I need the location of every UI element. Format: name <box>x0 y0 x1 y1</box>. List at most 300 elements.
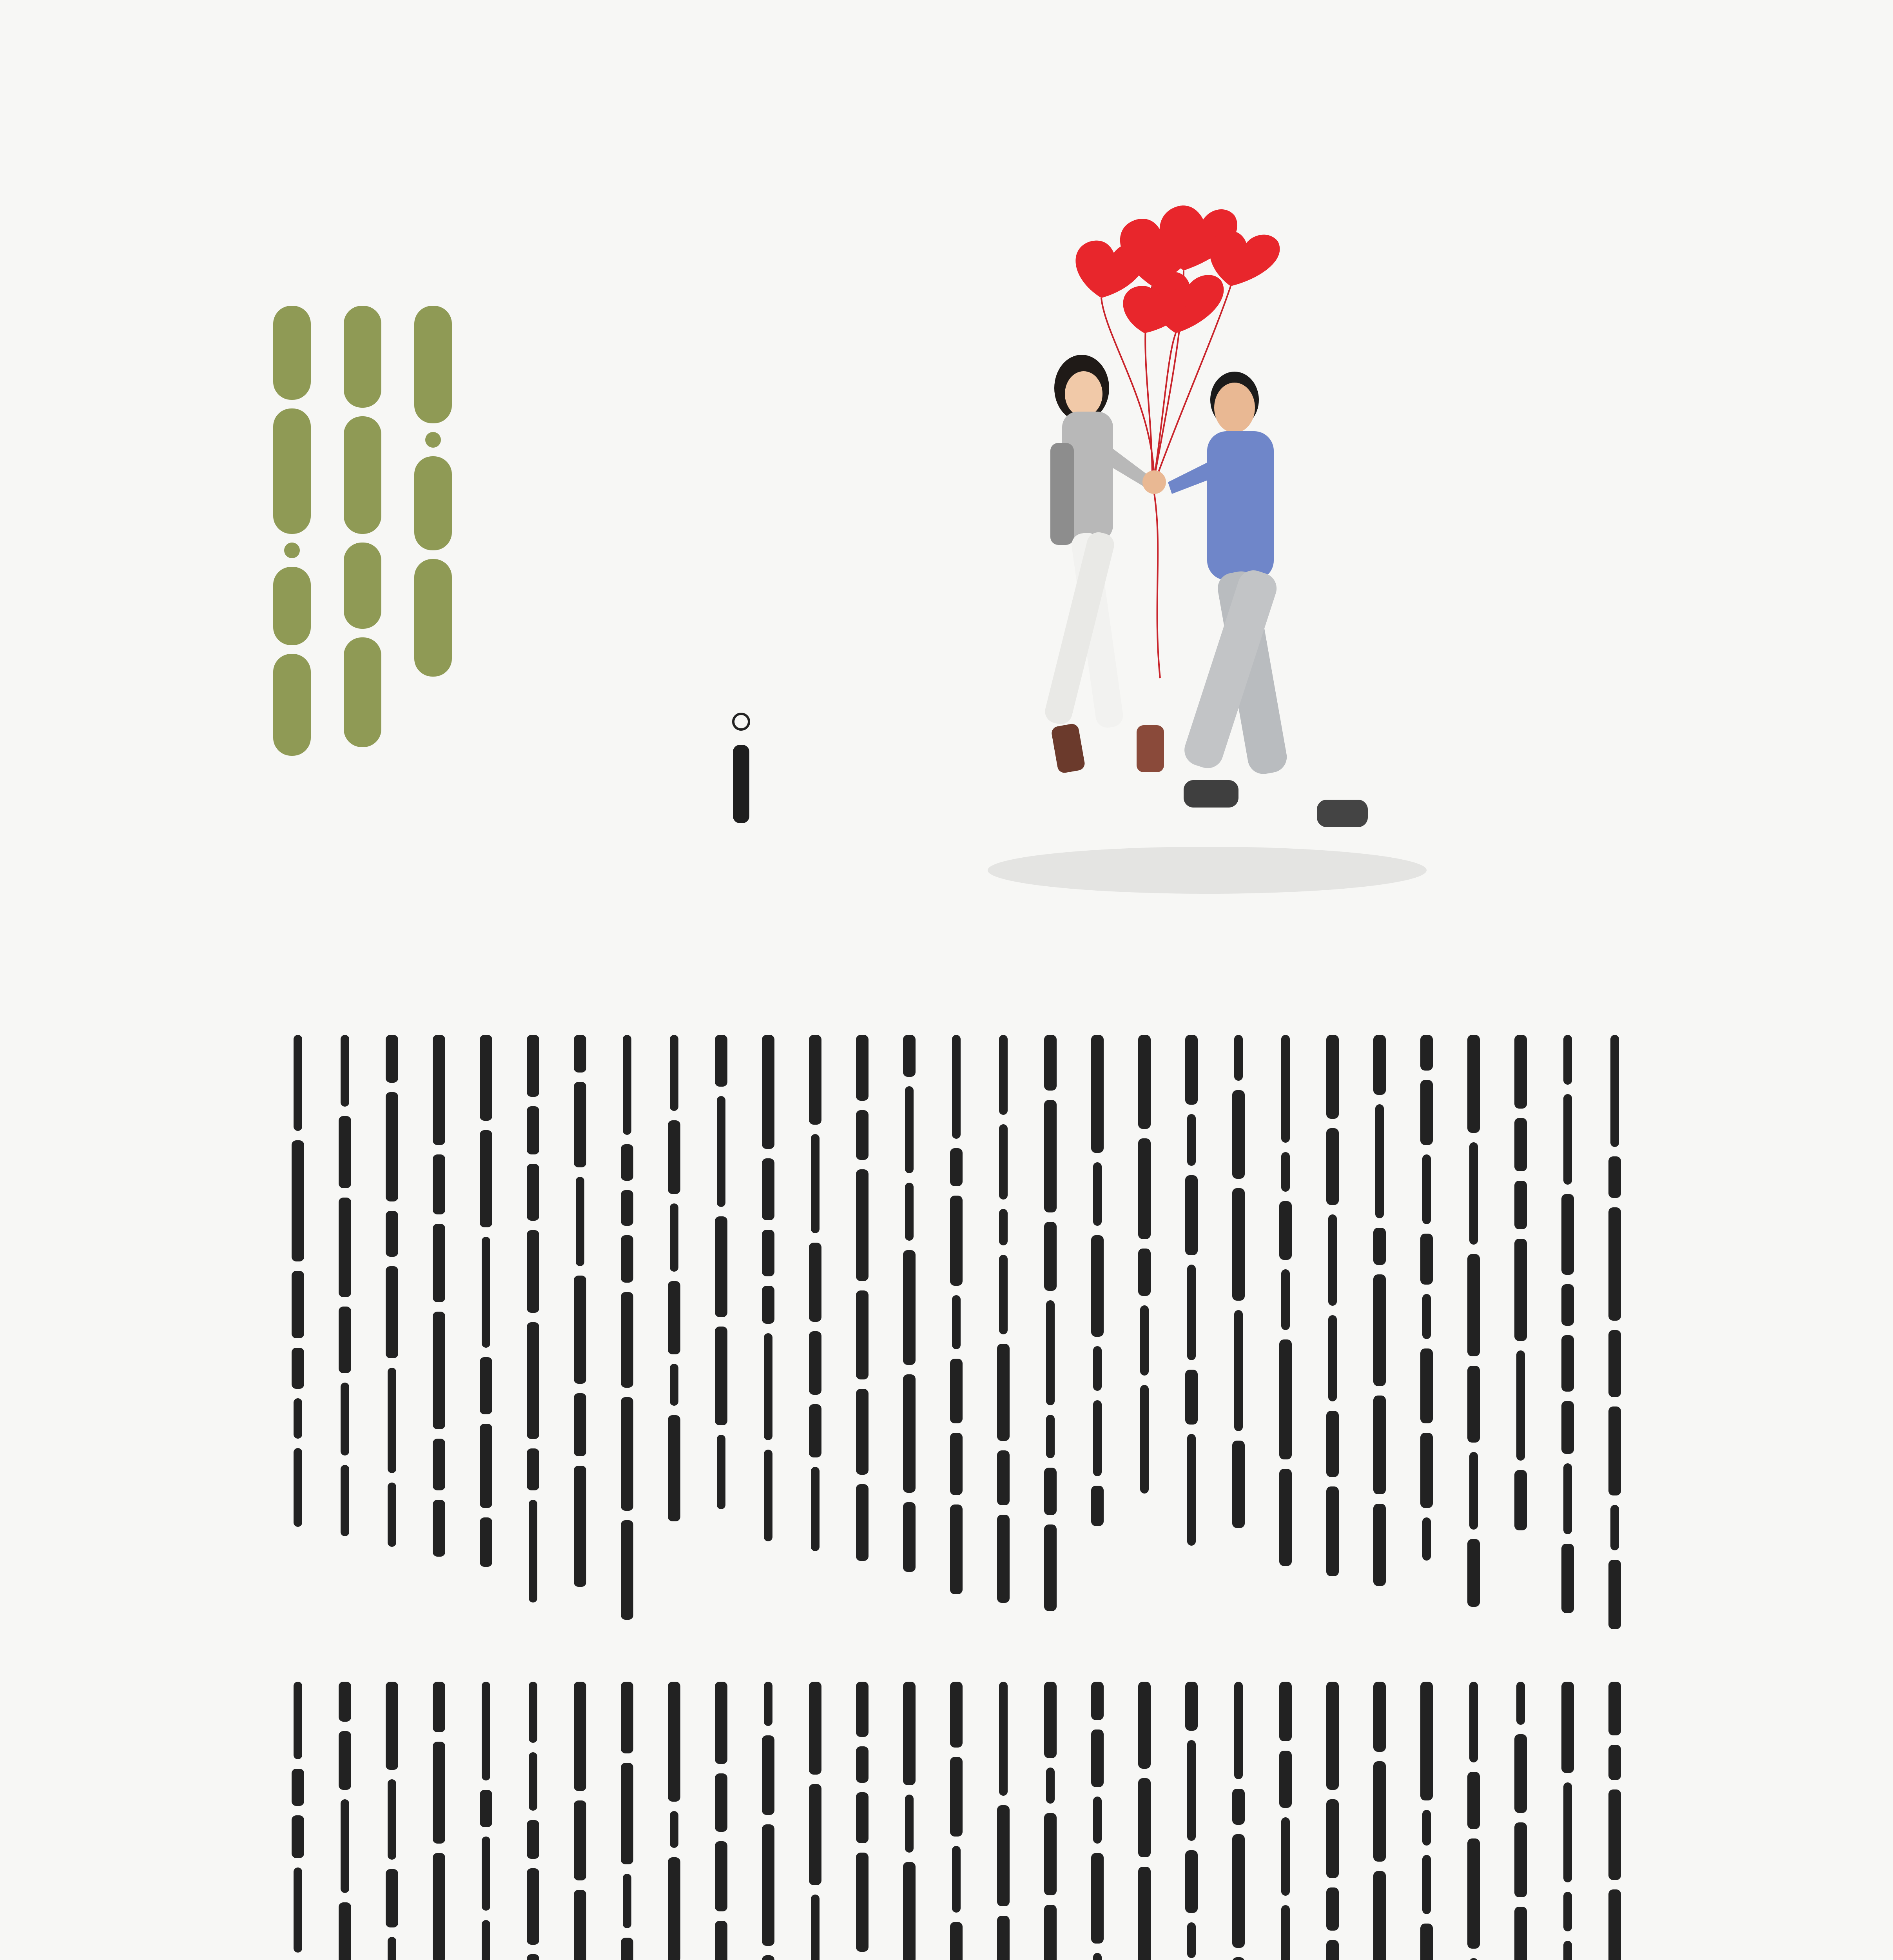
author-bullet-icon <box>732 713 750 731</box>
text-glyph <box>433 1312 445 1429</box>
text-column <box>1513 1035 1529 1607</box>
text-glyph <box>574 1393 586 1456</box>
text-glyph <box>292 1769 304 1806</box>
text-glyph <box>950 1148 963 1186</box>
text-glyph <box>339 1682 351 1722</box>
text-glyph <box>1138 1778 1151 1857</box>
text-column <box>525 1682 541 1960</box>
text-glyph <box>1046 1768 1055 1804</box>
text-column <box>1607 1682 1623 1960</box>
text-glyph <box>1279 1751 1292 1808</box>
text-glyph <box>1138 1682 1151 1769</box>
text-glyph <box>1516 1682 1525 1725</box>
text-glyph <box>950 1433 963 1495</box>
text-glyph <box>1185 1175 1198 1255</box>
text-glyph <box>1608 1745 1621 1780</box>
text-glyph <box>621 1520 633 1620</box>
text-column <box>337 1035 353 1623</box>
text-glyph <box>1281 1817 1290 1896</box>
text-glyph <box>1514 1907 1527 1960</box>
text-glyph <box>1138 1138 1151 1239</box>
text-glyph <box>433 1853 445 1960</box>
text-glyph <box>856 1035 869 1101</box>
text-glyph <box>1279 1339 1292 1459</box>
text-glyph <box>997 1450 1010 1505</box>
text-glyph <box>1279 1469 1292 1566</box>
text-glyph <box>1091 1235 1104 1337</box>
text-glyph <box>527 1954 539 1960</box>
text-column <box>572 1682 588 1960</box>
text-column <box>525 1035 541 1607</box>
text-glyph <box>621 1938 633 1960</box>
text-glyph <box>1373 1761 1386 1862</box>
text-glyph <box>1420 1682 1433 1800</box>
text-glyph <box>433 1500 445 1557</box>
text-glyph <box>1187 1265 1196 1360</box>
text-glyph <box>574 1276 586 1384</box>
text-glyph <box>856 1110 869 1160</box>
text-column <box>1607 1035 1623 1646</box>
text-glyph <box>903 1250 916 1365</box>
text-glyph <box>623 1035 631 1135</box>
text-column <box>619 1682 635 1960</box>
text-glyph <box>903 1374 916 1493</box>
text-column <box>1372 1035 1387 1607</box>
text-glyph <box>670 1364 678 1406</box>
text-glyph <box>856 1792 869 1843</box>
text-column <box>948 1682 964 1960</box>
text-glyph <box>1091 1682 1104 1720</box>
text-glyph <box>1608 1406 1621 1495</box>
text-glyph <box>1467 1838 1480 1949</box>
text-glyph <box>809 1035 821 1125</box>
title-line-1 <box>263 306 321 788</box>
text-glyph <box>574 1082 586 1167</box>
text-glyph <box>1234 1310 1243 1431</box>
text-glyph <box>1044 1682 1057 1758</box>
text-glyph <box>1608 1330 1621 1397</box>
text-glyph <box>527 1035 539 1097</box>
text-glyph <box>905 1795 914 1853</box>
text-glyph <box>1561 1544 1574 1613</box>
text-glyph <box>1469 1452 1478 1530</box>
text-column <box>1137 1682 1152 1960</box>
text-glyph <box>856 1169 869 1281</box>
text-glyph <box>1563 1892 1572 1931</box>
text-glyph <box>762 1158 774 1220</box>
text-glyph <box>1185 1682 1198 1731</box>
text-column <box>901 1682 917 1960</box>
text-glyph <box>1091 1035 1104 1153</box>
text-glyph <box>1469 1958 1478 1960</box>
couple-with-heart-balloons-icon <box>933 169 1489 913</box>
text-glyph <box>952 1035 961 1139</box>
text-glyph <box>1563 1782 1572 1882</box>
text-glyph <box>1563 1941 1572 1960</box>
text-glyph <box>623 1874 631 1928</box>
text-glyph <box>764 1450 772 1541</box>
text-glyph <box>670 1203 678 1272</box>
text-glyph <box>482 1837 490 1911</box>
text-column <box>384 1682 400 1960</box>
text-glyph <box>950 1359 963 1423</box>
text-glyph <box>1420 1348 1433 1423</box>
text-glyph <box>386 1035 398 1083</box>
text-column <box>1090 1682 1105 1960</box>
text-glyph <box>1563 1094 1572 1185</box>
text-glyph <box>809 1243 821 1322</box>
text-glyph <box>1046 1300 1055 1405</box>
text-glyph <box>856 1389 869 1475</box>
text-glyph <box>621 1144 633 1181</box>
text-glyph <box>1563 1035 1572 1085</box>
text-glyph <box>762 1035 774 1149</box>
text-glyph <box>339 1307 351 1373</box>
text-column <box>1231 1682 1246 1960</box>
text-glyph <box>1091 1730 1104 1787</box>
text-glyph <box>999 1124 1008 1200</box>
text-glyph <box>670 1035 678 1111</box>
text-glyph <box>339 1116 351 1188</box>
text-glyph <box>1187 1740 1196 1841</box>
text-glyph <box>1093 1162 1102 1226</box>
text-glyph <box>1373 1682 1386 1752</box>
text-glyph <box>433 1742 445 1844</box>
text-glyph <box>856 1853 869 1952</box>
author-name-glyph <box>733 745 749 823</box>
text-glyph <box>1561 1284 1574 1326</box>
text-column <box>478 1035 494 1623</box>
text-glyph <box>1326 1128 1339 1205</box>
text-glyph <box>999 1035 1008 1115</box>
text-glyph <box>482 1237 490 1348</box>
text-glyph <box>1138 1035 1151 1129</box>
text-glyph <box>668 1281 680 1354</box>
text-column <box>713 1682 729 1960</box>
text-glyph <box>1326 1940 1339 1960</box>
text-glyph <box>903 1035 916 1077</box>
text-glyph <box>1373 1035 1386 1095</box>
text-glyph <box>856 1290 869 1379</box>
text-glyph <box>997 1916 1010 1960</box>
text-glyph <box>762 1824 774 1946</box>
text-glyph <box>1281 1152 1290 1192</box>
text-glyph <box>388 1483 396 1547</box>
text-glyph <box>903 1682 916 1785</box>
text-glyph <box>1561 1194 1574 1275</box>
text-glyph <box>527 1164 539 1221</box>
text-glyph <box>386 1092 398 1201</box>
text-column <box>995 1682 1011 1960</box>
text-glyph <box>1514 1822 1527 1897</box>
text-glyph <box>1514 1734 1527 1813</box>
text-glyph <box>1514 1470 1527 1530</box>
text-glyph <box>950 1922 963 1960</box>
text-glyph <box>1232 1441 1245 1528</box>
text-column <box>854 1035 870 1615</box>
text-glyph <box>950 1504 963 1594</box>
text-glyph <box>527 1322 539 1439</box>
text-glyph <box>621 1190 633 1226</box>
text-glyph <box>1467 1772 1480 1829</box>
text-glyph <box>809 1331 821 1395</box>
text-glyph <box>574 1800 586 1880</box>
text-glyph <box>388 1368 396 1473</box>
text-column <box>1090 1035 1105 1607</box>
text-glyph <box>1422 1855 1431 1914</box>
text-glyph <box>1608 1207 1621 1321</box>
text-glyph <box>1422 1810 1431 1846</box>
text-glyph <box>1467 1539 1480 1607</box>
text-glyph <box>294 1867 302 1953</box>
text-glyph <box>670 1811 678 1848</box>
text-glyph <box>1328 1315 1337 1401</box>
text-glyph <box>715 1841 727 1911</box>
text-glyph <box>482 1682 490 1780</box>
text-glyph <box>1373 1871 1386 1960</box>
text-column <box>1231 1035 1246 1607</box>
text-glyph <box>1281 1269 1290 1330</box>
text-glyph <box>1561 1335 1574 1392</box>
text-glyph <box>856 1682 869 1737</box>
text-glyph <box>950 1196 963 1286</box>
text-glyph <box>1608 1560 1621 1629</box>
text-glyph <box>621 1682 633 1753</box>
text-glyph <box>1373 1228 1386 1265</box>
text-glyph <box>905 1086 914 1173</box>
text-glyph <box>1185 1850 1198 1913</box>
text-glyph <box>764 1682 772 1726</box>
text-glyph <box>1279 1201 1292 1260</box>
text-glyph <box>433 1224 445 1302</box>
text-glyph <box>341 1383 349 1455</box>
text-glyph <box>668 1857 680 1960</box>
text-glyph <box>997 1344 1010 1441</box>
text-glyph <box>1232 1090 1245 1179</box>
text-glyph <box>668 1682 680 1802</box>
text-glyph <box>386 1266 398 1358</box>
text-column <box>666 1035 682 1607</box>
text-glyph <box>811 1467 820 1551</box>
text-column <box>1184 1035 1199 1623</box>
text-glyph <box>292 1140 304 1261</box>
text-glyph <box>997 1515 1010 1603</box>
text-glyph <box>294 1682 302 1759</box>
text-column <box>666 1682 682 1960</box>
text-column <box>1325 1035 1340 1623</box>
text-column <box>431 1035 447 1615</box>
text-glyph <box>999 1682 1008 1796</box>
text-glyph <box>339 1198 351 1297</box>
text-glyph <box>809 1784 821 1885</box>
text-glyph <box>1563 1463 1572 1534</box>
text-glyph <box>1044 1035 1057 1091</box>
text-glyph <box>529 1682 537 1743</box>
text-column <box>1560 1682 1576 1960</box>
text-glyph <box>480 1790 492 1827</box>
text-glyph <box>1420 1433 1433 1508</box>
text-glyph <box>1187 1114 1196 1166</box>
text-glyph <box>903 1502 916 1572</box>
text-column <box>384 1035 400 1607</box>
text-glyph <box>527 1230 539 1313</box>
text-glyph <box>1610 1035 1619 1147</box>
text-glyph <box>762 1286 774 1324</box>
text-glyph <box>715 1216 727 1317</box>
text-glyph <box>1516 1350 1525 1461</box>
text-glyph <box>1281 1905 1290 1960</box>
text-glyph <box>1091 1486 1104 1526</box>
text-glyph <box>999 1209 1008 1245</box>
text-glyph <box>433 1035 445 1145</box>
text-glyph <box>1234 1682 1243 1779</box>
text-glyph <box>1326 1887 1339 1931</box>
text-glyph <box>527 1106 539 1154</box>
text-glyph <box>1185 1370 1198 1425</box>
text-glyph <box>1610 1505 1619 1550</box>
text-glyph <box>388 1937 396 1960</box>
text-glyph <box>1514 1181 1527 1229</box>
text-glyph <box>1514 1239 1527 1341</box>
text-column <box>290 1682 306 1960</box>
text-glyph <box>715 1682 727 1764</box>
text-glyph <box>1375 1104 1384 1218</box>
text-glyph <box>1420 1080 1433 1145</box>
text-glyph <box>1044 1222 1057 1291</box>
text-glyph <box>1420 1924 1433 1960</box>
text-column <box>760 1682 776 1960</box>
text-glyph <box>809 1404 821 1457</box>
text-glyph <box>480 1130 492 1227</box>
text-glyph <box>1281 1035 1290 1143</box>
text-glyph <box>1373 1504 1386 1586</box>
text-column <box>431 1682 447 1960</box>
text-glyph <box>1044 1905 1057 1960</box>
text-column <box>1466 1682 1481 1960</box>
text-glyph <box>433 1439 445 1490</box>
text-glyph <box>1561 1401 1574 1454</box>
text-column <box>1278 1682 1293 1960</box>
text-glyph <box>1044 1468 1057 1515</box>
text-glyph <box>811 1134 820 1233</box>
text-glyph <box>1608 1789 1621 1880</box>
title-line-2 <box>333 306 392 788</box>
text-glyph <box>1469 1142 1478 1245</box>
text-glyph <box>1467 1366 1480 1443</box>
text-column <box>1043 1682 1058 1960</box>
text-glyph <box>574 1035 586 1073</box>
title-line-3 <box>404 306 462 788</box>
text-column <box>901 1035 917 1623</box>
text-glyph <box>386 1211 398 1257</box>
text-column <box>1372 1682 1387 1960</box>
text-glyph <box>1514 1035 1527 1109</box>
text-glyph <box>1232 1834 1245 1948</box>
text-glyph <box>1326 1682 1339 1790</box>
text-column <box>948 1035 964 1607</box>
text-glyph <box>621 1763 633 1864</box>
text-glyph <box>952 1846 961 1913</box>
text-glyph <box>621 1235 633 1283</box>
text-glyph <box>292 1815 304 1858</box>
text-glyph <box>1138 1249 1151 1296</box>
text-glyph <box>762 1955 774 1960</box>
text-glyph <box>762 1230 774 1276</box>
text-glyph <box>1373 1274 1386 1386</box>
text-column <box>1419 1682 1434 1960</box>
text-glyph <box>433 1682 445 1732</box>
text-glyph <box>1514 1118 1527 1171</box>
text-glyph <box>292 1348 304 1389</box>
text-glyph <box>1279 1682 1292 1741</box>
text-glyph <box>1326 1799 1339 1878</box>
text-glyph <box>1469 1682 1478 1762</box>
text-column <box>1419 1035 1434 1615</box>
text-column <box>290 1035 306 1615</box>
text-glyph <box>1046 1415 1055 1458</box>
text-glyph <box>668 1120 680 1194</box>
text-glyph <box>574 1682 586 1791</box>
text-glyph <box>715 1921 727 1960</box>
text-glyph <box>529 1500 537 1602</box>
text-glyph <box>574 1466 586 1587</box>
text-glyph <box>715 1773 727 1832</box>
text-column <box>337 1682 353 1960</box>
text-column <box>807 1682 823 1960</box>
text-column <box>760 1035 776 1623</box>
text-glyph <box>1232 1957 1245 1960</box>
text-glyph <box>482 1920 490 1960</box>
text-glyph <box>668 1415 680 1521</box>
text-glyph <box>950 1682 963 1748</box>
text-glyph <box>715 1035 727 1087</box>
text-glyph <box>1093 1346 1102 1391</box>
text-glyph <box>715 1327 727 1425</box>
text-glyph <box>341 1465 349 1536</box>
text-column <box>572 1035 588 1615</box>
text-glyph <box>1467 1254 1480 1356</box>
text-glyph <box>1608 1156 1621 1198</box>
text-glyph <box>762 1735 774 1815</box>
text-glyph <box>999 1255 1008 1334</box>
text-glyph <box>1326 1035 1339 1119</box>
text-glyph <box>1140 1305 1149 1376</box>
text-glyph <box>1326 1486 1339 1576</box>
text-glyph <box>1187 1434 1196 1546</box>
text-glyph <box>903 1862 916 1960</box>
text-glyph <box>1422 1517 1431 1561</box>
text-glyph <box>811 1895 820 1960</box>
text-glyph <box>527 1820 539 1859</box>
text-column <box>1278 1035 1293 1615</box>
text-column <box>995 1035 1011 1615</box>
text-glyph <box>1422 1154 1431 1224</box>
text-glyph <box>1232 1188 1245 1301</box>
text-column <box>1137 1035 1152 1615</box>
text-glyph <box>1093 1797 1102 1844</box>
text-glyph <box>388 1779 396 1860</box>
text-glyph <box>527 1448 539 1490</box>
text-glyph <box>1561 1682 1574 1773</box>
text-glyph <box>1140 1385 1149 1494</box>
text-glyph <box>576 1177 584 1266</box>
text-column <box>1043 1035 1058 1623</box>
text-glyph <box>1608 1889 1621 1960</box>
text-glyph <box>1373 1396 1386 1494</box>
text-glyph <box>621 1292 633 1388</box>
text-glyph <box>294 1448 302 1527</box>
text-glyph <box>386 1682 398 1770</box>
